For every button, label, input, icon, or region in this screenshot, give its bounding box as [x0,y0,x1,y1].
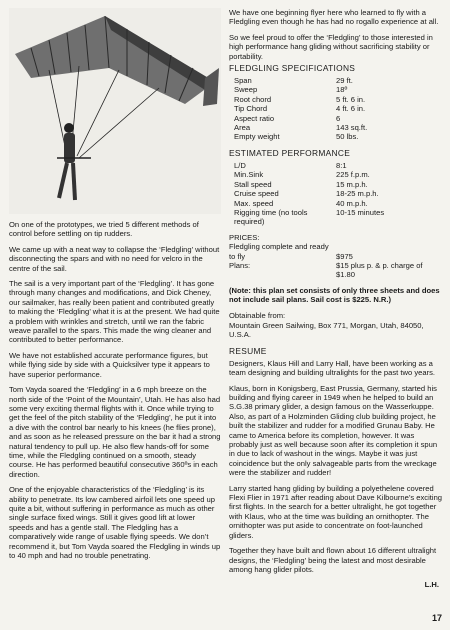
glider-photo [9,8,221,214]
spec-row: Root chord 5 ft. 6 in. [234,94,366,104]
price-row: Plans: $15 plus p. & p. charge of $1.80 [229,260,423,280]
perf-row: Min.Sink 225 f.p.m. [234,170,370,180]
paragraph: So we feel proud to offer the ‘Fledgling’ to those interested in high performance hang gliding without sacrificing stability or portability. [229,32,433,61]
paragraph: Klaus, born in Konigsberg, East Prussia, Germany, started his building and flying career in 1949 when he helped to build an S.G.38 primary glider, a design famous on the Wasserkuppe. Also, as part of a Holzminden Gliding club building project, he built the stabilizer and rudder for a modified Grunau Baby. He came to America before its completion, however. It was probably just as well because soon after its completion it spun in due to lack of washout in the wings. Maybe it was just coincidence but the only salvageable parts from the wreckage were the stabilizer and rudder! [229,383,438,478]
plan-note: (Note: this plan set consists of only three sheets and does not include sail plans. Sail cost is $225. N.R.) [229,285,440,305]
hang-glider-illustration [9,8,221,214]
paragraph: One of the enjoyable characteristics of the ‘Fledgling’ is its ability to penetrate. Its low cambered airfoil lets one speed up quite a bit, without suffering in performance as much as other single surface fixed wings. Still it gives good lift at lower speeds and has a gentle stall. The Fledgling has a comparatively wide range of usable flying speeds. We don’t recommend it, but Tom Vayda soared the Fledgling in winds up to 40 mph and had no trouble penetrating. [9,485,221,560]
perf-row: Max. speed 40 m.p.h. [234,198,368,208]
resume-heading: RESUME [229,345,267,356]
perf-row: Stall speed 15 m.p.h. [234,179,368,189]
spec-heading: FLEDGLING SPECIFICATIONS [229,63,356,74]
photo-caption: On one of the prototypes, we tried 5 different methods of control before settling on tip rudders. [9,220,199,239]
performance-heading: ESTIMATED PERFORMANCE [229,147,351,158]
paragraph: Together they have built and flown about 16 different ultralight designs, the ‘Fledgling’ being the latest and most desirable among hang glider pilots. [229,546,437,574]
perf-row: L/D 8:1 [234,160,347,170]
page-number: 17 [431,613,442,623]
spec-row: Empty weight 50 lbs. [234,132,359,142]
paragraph: We have one beginning flyer here who learned to fly with a Fledgling even though he has had no rogallo experience at all. [229,8,439,27]
perf-row: Cruise speed 18-25 m.p.h. [234,189,379,199]
spec-row: Aspect ratio 6 [234,113,341,123]
supplier-address: Mountain Green Sailwing, Box 771, Morgan, Utah, 84050, U.S.A. [229,320,424,340]
spec-row: Sweep 18º [234,85,348,95]
perf-row: Rigging time (no tools required) 10-15 minutes [234,207,385,227]
spec-table [234,76,367,142]
prices-table [229,242,443,280]
paragraph: Tom Vayda soared the ‘Fledgling’ in a 6 mph breeze on the north side of the ‘Point of the Mountain’, Utah. He has also had some very exciting thermal flights with it. Once while trying to get the feel of the pitch stability of the ‘Fledgling’, he put it into a dive with the control bar nearly to his knees (he flies prone), and as soon as he released pressure on the bar it had a strong natural tendency to pull up. He also flew hands-off for some time, while the Fledgling continued on a smooth, steady course. He has performed beautiful consecutive 360ºs in each direction. [9,385,221,479]
performance-table [234,161,384,227]
obtainable-label: Obtainable from: [229,310,286,320]
left-column [9,8,221,566]
spec-row: Area 143 sq.ft. [234,123,368,133]
spec-row: Tip Chord 4 ft. 6 in. [234,104,366,114]
paragraph: Larry started hang gliding by building a polyethelene covered Flexi Flier in 1971 after reading about Dave Kilbourne’s exciting first flights. In the search for a better ultralight, he got together with Klaus, who at the time was building an ornithopter. The ornithopter was put aside to concentrate on foot-launched gliders. [229,483,443,540]
paragraph: Designers, Klaus Hill and Larry Hall, have been working as a team designing and building ultralights for the past two years. [229,358,435,378]
prices-heading: PRICES: [229,232,260,242]
author-signature: L.H. [424,580,439,590]
right-column [229,8,443,596]
price-row: Fledgling complete and ready to fly $975 [229,242,353,261]
paragraph: The sail is a very important part of the ‘Fledgling’. It has gone through many changes and modifications, and Dick Cheney, our sailmaker, has really been patient and contributed greatly to making the ‘Fledgling’ what it is at the present. We had quite a problem with wrinkles and stretch, until we ran the fabric weave parallel to the spars. This made the wing cleaner and contributed to better performance. [9,279,220,345]
spec-row: Span 29 ft. [234,76,353,86]
paragraph: We came up with a neat way to collapse the ‘Fledgling’ without disconnecting the spars and with no need for velcro in the centre of the sail. [9,244,220,273]
paragraph: We have not established accurate performance figures, but while flying side by side with a Quicksilver type it appears to have superior performance. [9,350,210,379]
